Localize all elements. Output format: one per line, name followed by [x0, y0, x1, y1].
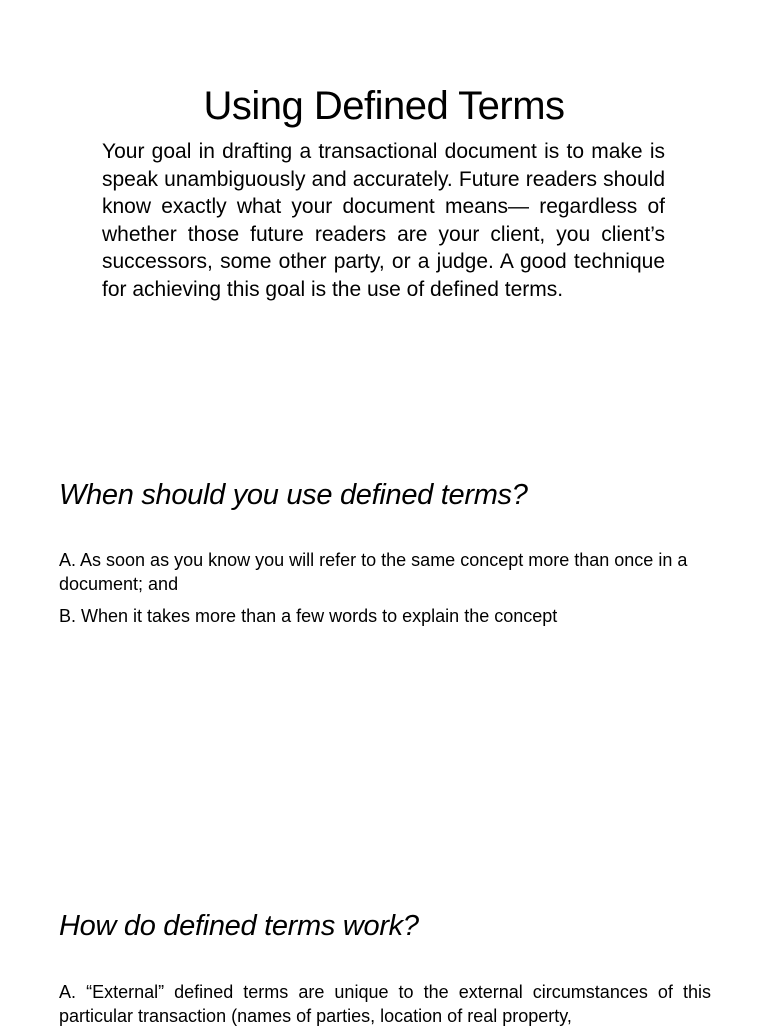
- list-item: A. “External” defined terms are unique to the external circumstances of this particular transaction (names of parties, location of real property,: [59, 982, 711, 1026]
- page-title: Using Defined Terms: [203, 84, 565, 128]
- section-heading-when: When should you use defined terms?: [59, 479, 528, 511]
- list-item: A. As soon as you know you will refer to the same concept more than once in a document; and: [59, 550, 688, 594]
- intro-paragraph: Your goal in drafting a transactional document is to make is speak unambiguously and accurately. Future readers should know exactly what your document means— regardless of whether those future readers are your client, you client’s successors, some other party, or a judge. A good technique for achieving this goal is the use of defined terms.: [102, 140, 665, 301]
- list-item: B. When it takes more than a few words to explain the concept: [59, 606, 558, 626]
- section-heading-how: How do defined terms work?: [59, 910, 419, 942]
